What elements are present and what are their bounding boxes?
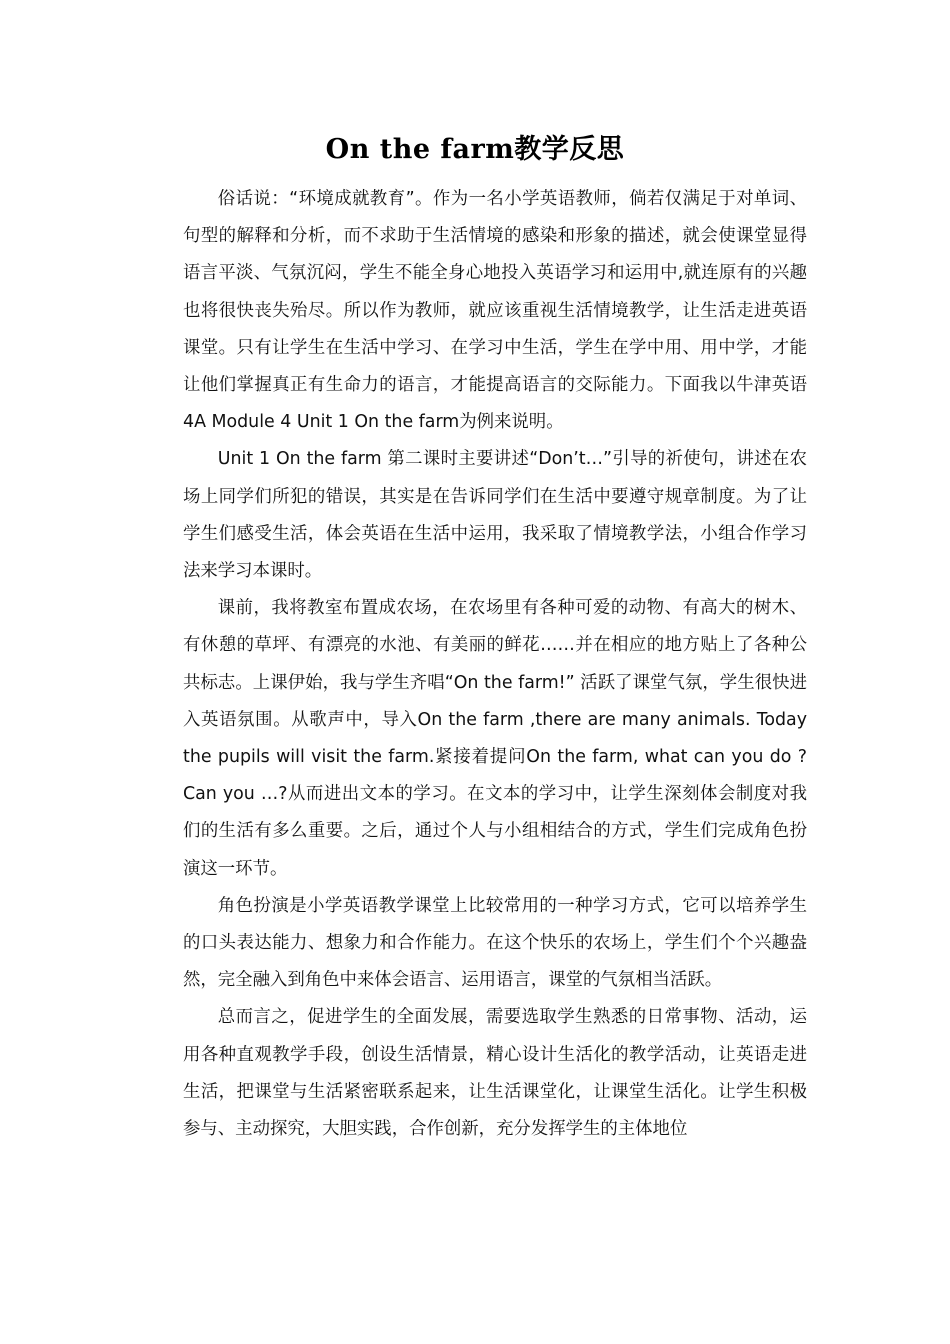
paragraph: 俗话说：“环境成就教育”。作为一名小学英语教师，倘若仅满足于对单词、句型的解释和分析，而不求助于生活情境的感染和形象的描述，就会使课堂显得语言平淡、气氛沉闷，学生不能全身心地投入英语学习和运用中,就连原有的兴趣也将很快丧失殆尽。所以作为教师，就应该重视生活情境教学，让生活走进英语课堂。只有让学生在生活中学习、在学习中生活，学生在学中用、用中学，才能让他们掌握真正有生命力的语言，才能提高语言的交际能力。下面我以牛津英语4A Module 4 Unit 1 On the farm为例来说明。 [183, 189, 807, 433]
paragraph: Unit 1 On the farm 第二课时主要讲述“Don’t…”引导的祈使句，讲述在农场上同学们所犯的错误，其实是在告诉同学们在生活中要遵守规章制度。为了让学生们感受生活，体会英语在生活中运用，我采取了情境教学法，小组合作学习法来学习本课时。 [183, 449, 807, 582]
document-body [183, 181, 807, 1148]
document-title: On the farm教学反思 [325, 134, 625, 165]
paragraph: 总而言之，促进学生的全面发展，需要选取学生熟悉的日常事物、活动，运用各种直观教学手段，创设生活情景，精心设计生活化的教学活动，让英语走进生活，把课堂与生活紧密联系起来，让生活课堂化，让课堂生活化。让学生积极参与、主动探究，大胆实践，合作创新，充分发挥学生的主体地位 [183, 1007, 807, 1140]
paragraph: 角色扮演是小学英语教学课堂上比较常用的一种学习方式，它可以培养学生的口头表达能力、想象力和合作能力。在这个快乐的农场上，学生们个个兴趣盎然，完全融入到角色中来体会语言、运用语言，课堂的气氛相当活跃。 [183, 895, 807, 991]
paragraph: 课前，我将教室布置成农场，在农场里有各种可爱的动物、有高大的树木、有休憩的草坪、有漂亮的水池、有美丽的鲜花……并在相应的地方贴上了各种公共标志。上课伊始，我与学生齐唱“On the farm!” 活跃了课堂气氛，学生很快进入英语氛围。从歌声中，导入On the farm ,there are many animals. Today the pupils will visit the farm.紧接着提问On the farm, what can you do ?Can you …?从而进出文本的学习。在文本的学习中，让学生深刻体会制度对我们的生活有多么重要。之后，通过个人与小组相结合的方式，学生们完成角色扮演这一环节。 [183, 598, 807, 879]
